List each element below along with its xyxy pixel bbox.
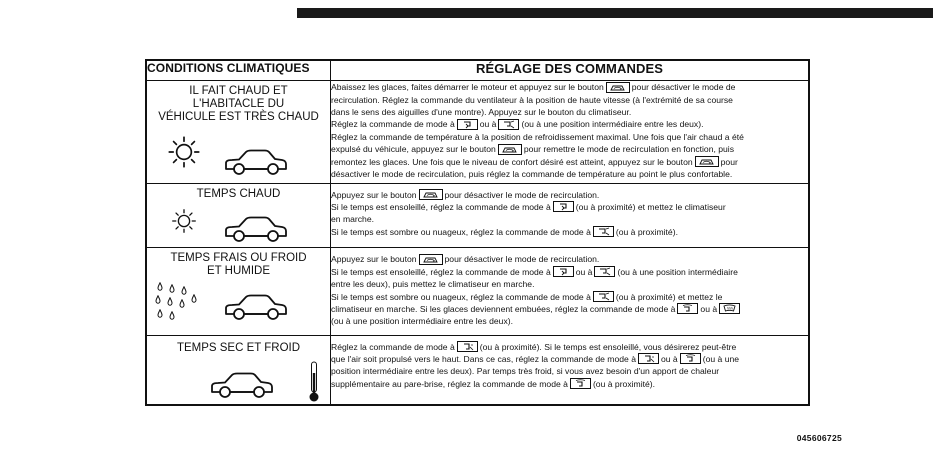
table-row-hot-interior xyxy=(146,81,809,183)
condition-title: IL FAIT CHAUD ET L'HABITACLE DU VÉHICULE EST TRÈS CHAUD xyxy=(158,85,319,124)
floor-mode-icon xyxy=(638,353,659,364)
instruction-line: entre les deux), puis mettez le climatiseur en marche. xyxy=(331,279,535,290)
mix-mode-icon xyxy=(570,378,591,389)
climate-control-table xyxy=(145,59,810,406)
header-conditions: CONDITIONS CLIMATIQUES xyxy=(146,60,331,81)
instruction-line: supplémentaire au pare-brise, réglez la commande de mode à (ou à proximité). xyxy=(331,378,656,389)
floor-mode-icon xyxy=(457,341,478,352)
instruction-line: climatiseur en marche. Si les glaces deviennent embuées, réglez la commande de mode à ou à xyxy=(331,303,808,315)
instructions-cell xyxy=(331,248,810,335)
instruction-line: désactiver le mode de recirculation, puis réglez la commande de température au point le plus confortable. xyxy=(331,169,733,180)
mix-mode-icon xyxy=(680,353,701,364)
condition-title: TEMPS CHAUD xyxy=(196,187,281,200)
condition-cell xyxy=(146,335,331,405)
instruction-line: (ou à une position intermédiaire entre les deux). xyxy=(331,316,514,327)
table-row-hot-weather xyxy=(146,183,809,248)
recirculation-button-icon xyxy=(498,144,522,155)
instruction-line: Réglez la commande de température à la position de refroidissement maximal. Une fois que l'air chaud a été xyxy=(331,131,744,142)
sun-icon xyxy=(171,208,197,234)
instruction-line: Appuyez sur le bouton pour désactiver le mode de recirculation. xyxy=(331,189,600,200)
instruction-line: expulsé du véhicule, appuyez sur le bouton pour remettre le mode de recirculation en fonction, puis xyxy=(331,144,735,155)
condition-title: TEMPS SEC ET FROID xyxy=(176,341,301,354)
car-icon xyxy=(223,214,289,244)
mix-mode-icon xyxy=(677,303,698,314)
panel-mode-icon xyxy=(553,266,574,277)
bilevel-mode-icon xyxy=(498,119,519,130)
instructions-cell xyxy=(331,81,810,183)
instruction-line: en marche. xyxy=(331,214,374,225)
instruction-line: recirculation. Réglez la commande du ventilateur à la position de haute vitesse (à l'extrémité de sa course xyxy=(331,94,733,105)
instruction-line: Réglez la commande de mode à ou à (ou à une position intermédiaire entre les deux). xyxy=(331,119,704,130)
recirculation-button-icon xyxy=(606,82,630,93)
car-icon xyxy=(223,292,289,322)
instruction-line: Si le temps est sombre ou nuageux, réglez la commande de mode à (ou à proximité). xyxy=(331,226,678,237)
header-settings: RÉGLAGE DES COMMANDES xyxy=(331,60,810,81)
instruction-line: que l'air soit propulsé vers le haut. Dans ce cas, réglez la commande de mode à ou à (ou à une xyxy=(331,353,740,364)
instruction-line: Appuyez sur le bouton pour désactiver le mode de recirculation. xyxy=(331,254,600,265)
instruction-line: dans le sens des aiguilles d'une montre). Appuyez sur le bouton du climatiseur. xyxy=(331,107,632,118)
thermometer-icon xyxy=(307,361,321,403)
table-header-row xyxy=(146,60,809,81)
car-icon xyxy=(209,370,275,400)
instruction-line: Si le temps est sombre ou nuageux, réglez la commande de mode à (ou à proximité) et mettez le xyxy=(331,291,723,302)
panel-mode-icon xyxy=(457,119,478,130)
instruction-line: position intermédiaire entre les deux). Par temps très froid, si vous avez besoin d'un apport de chaleur xyxy=(331,366,720,377)
instruction-line: Si le temps est ensoleillé, réglez la commande de mode à ou à (ou à une position intermédiaire xyxy=(331,266,738,277)
condition-title: TEMPS FRAIS OU FROID ET HUMIDE xyxy=(170,252,307,278)
instructions-cell xyxy=(331,183,810,248)
car-icon xyxy=(223,147,289,177)
condition-cell xyxy=(146,248,331,335)
top-rule-bar xyxy=(297,8,933,18)
bilevel-mode-icon xyxy=(593,291,614,302)
recirculation-button-icon xyxy=(695,156,719,167)
condition-cell xyxy=(146,81,331,183)
instruction-line: Abaissez les glaces, faites démarrer le moteur et appuyez sur le bouton pour désactiver le mode de xyxy=(331,82,736,93)
instruction-line: Réglez la commande de mode à (ou à proximité). Si le temps est ensoleillé, vous désirerez peut-être xyxy=(331,341,737,352)
recirculation-button-icon xyxy=(419,254,443,265)
condition-cell xyxy=(146,183,331,248)
sun-icon xyxy=(167,135,201,169)
bilevel-mode-icon xyxy=(594,266,615,277)
table-row-cool-humid xyxy=(146,248,809,335)
figure-reference-code: 045606725 xyxy=(796,433,842,443)
instructions-cell xyxy=(331,335,810,405)
defrost-mode-icon xyxy=(719,303,740,314)
table-row-dry-cold xyxy=(146,335,809,405)
instruction-line: Si le temps est ensoleillé, réglez la commande de mode à (ou à proximité) et mettez le climatiseur xyxy=(331,202,726,212)
bilevel-mode-icon xyxy=(593,226,614,237)
rain-drops-icon xyxy=(155,282,199,326)
recirculation-button-icon xyxy=(419,189,443,200)
instruction-line: remontez les glaces. Une fois que le niveau de confort désiré est atteint, appuyez sur le bouton pour xyxy=(331,156,738,167)
panel-mode-icon xyxy=(553,201,574,212)
